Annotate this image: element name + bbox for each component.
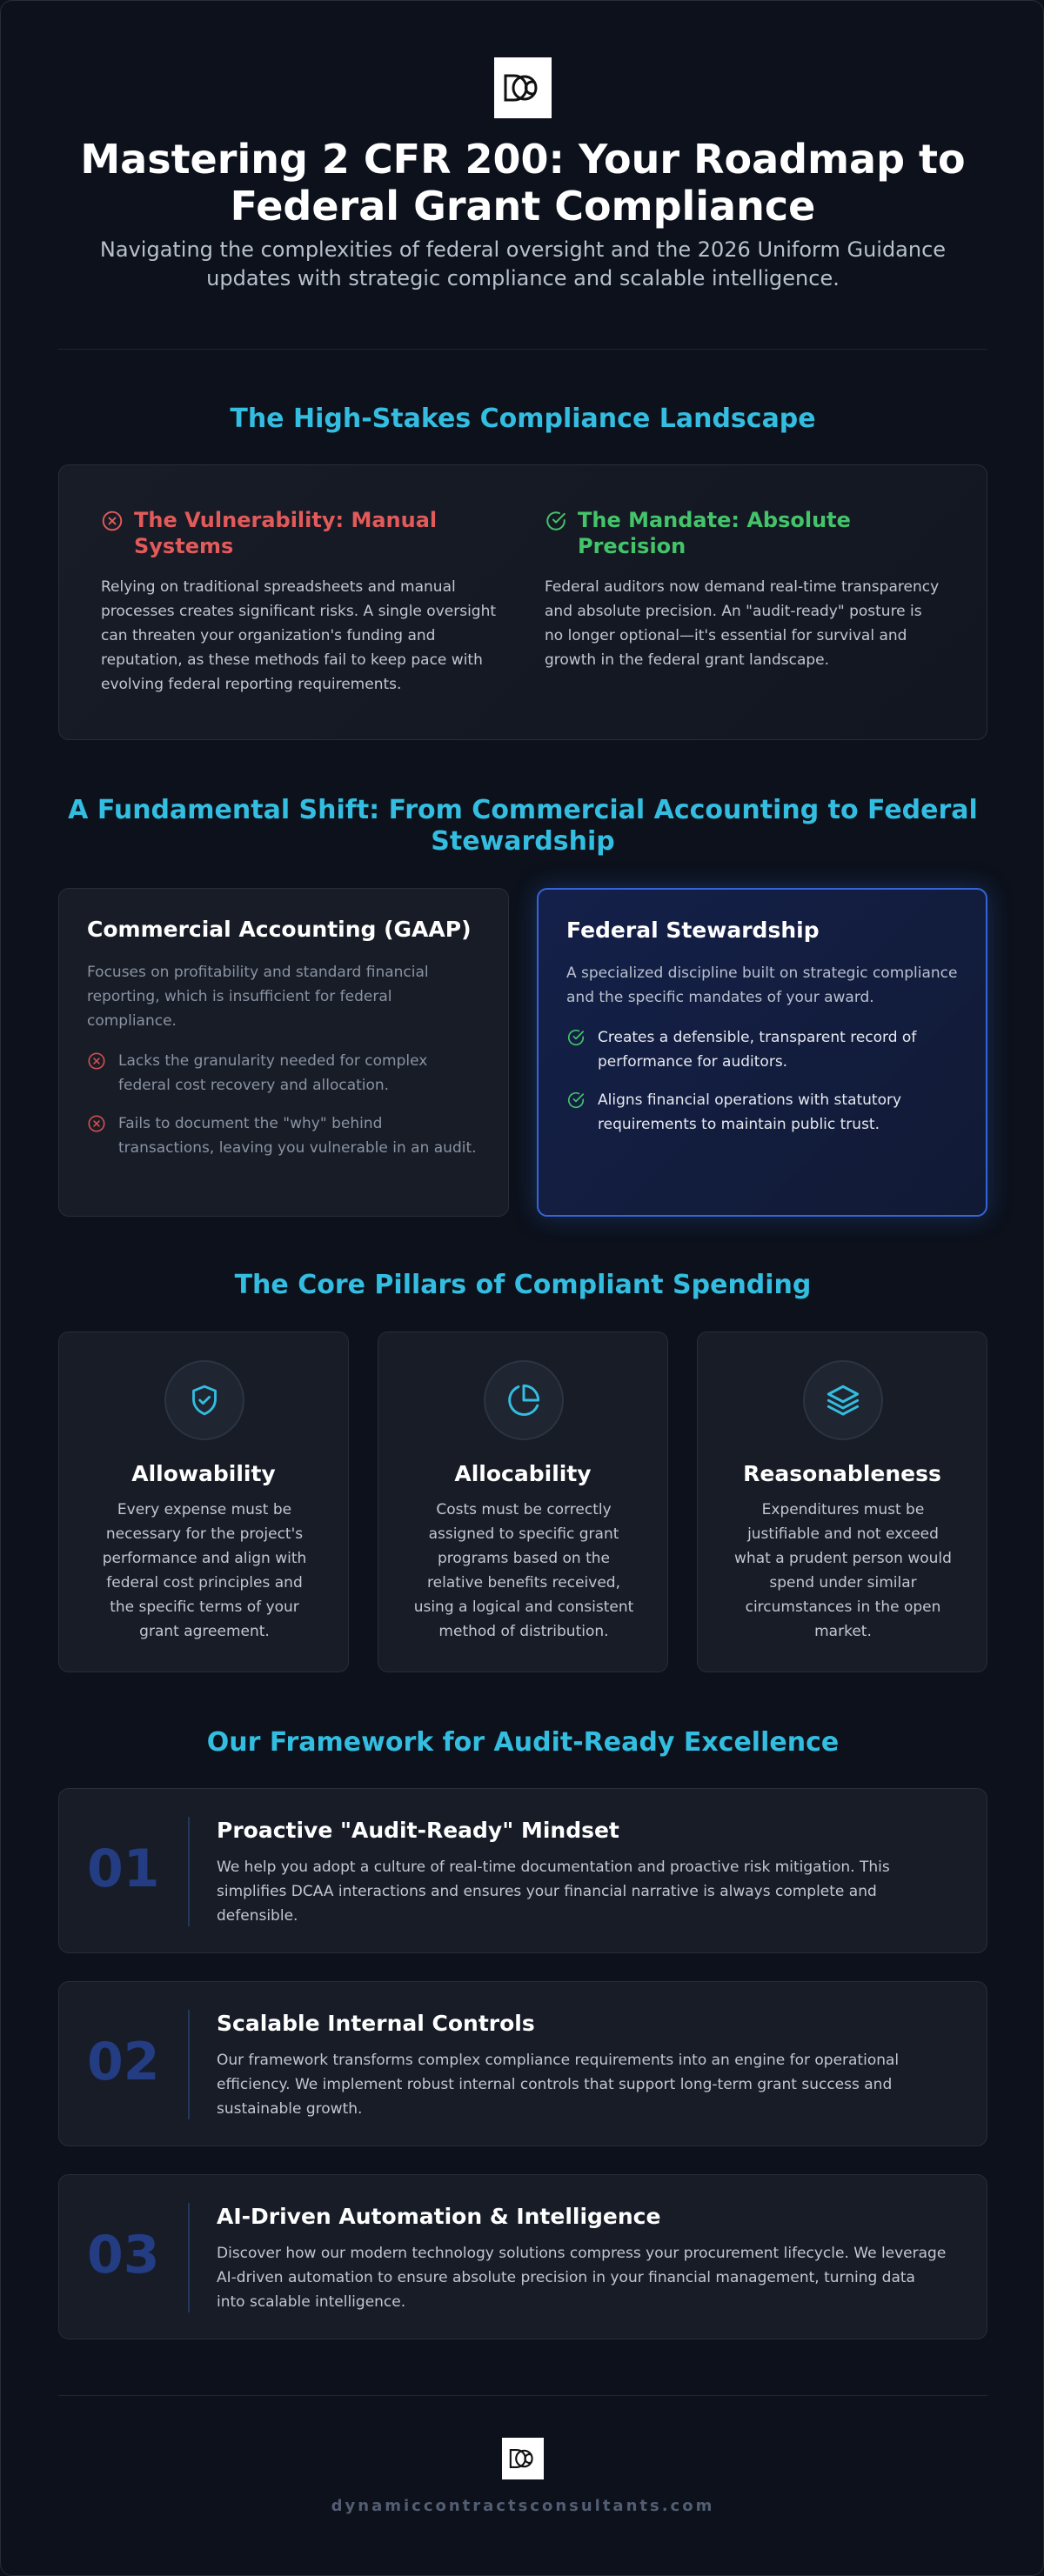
divider <box>58 2395 987 2396</box>
federal-item-text: Aligns financial operations with statutory requirements to maintain public trust. <box>598 1091 902 1133</box>
federal-item-text: Creates a defensible, transparent record of performance for auditors. <box>598 1029 917 1071</box>
footer-website-link[interactable]: dynamiccontractsconsultants.com <box>331 2497 715 2515</box>
pillar-description: Expenditures must be justifiable and not exceed what a prudent person would spend under similar circumstances in the open market. <box>734 1501 952 1640</box>
framework-step-number: 02 <box>87 2032 160 2092</box>
divider <box>188 2203 190 2312</box>
x-circle-icon <box>101 510 124 532</box>
divider <box>188 2010 190 2119</box>
pillar-description: Every expense must be necessary for the project's performance and align with federal cost principles and the specific terms of your grant agreement. <box>102 1501 307 1640</box>
layers-icon <box>825 1382 861 1418</box>
federal-title: Federal Stewardship <box>566 918 820 943</box>
gaap-title: Commercial Accounting (GAAP) <box>87 917 472 942</box>
section-title-landscape: The High-Stakes Compliance Landscape <box>230 404 816 434</box>
divider <box>58 349 987 350</box>
framework-card <box>58 1981 987 2146</box>
page-subtitle: Navigating the complexities of federal oversight and the 2026 Uniform Guidance updates with strategic compliance and scalable intelligence. <box>99 237 947 290</box>
pillar-icon-wrap <box>803 1360 883 1440</box>
x-circle-icon <box>87 1114 106 1133</box>
framework-card <box>58 2174 987 2339</box>
section-title-pillars: The Core Pillars of Compliant Spending <box>234 1270 812 1300</box>
vulnerability-title: The Vulnerability: Manual Systems <box>134 508 438 558</box>
mandate-title: The Mandate: Absolute Precision <box>578 508 851 558</box>
check-circle-icon <box>566 1091 586 1110</box>
pillar-title: Allowability <box>131 1461 276 1486</box>
page-title: Mastering 2 CFR 200: Your Roadmap to Federal Grant Compliance <box>80 136 966 230</box>
vulnerability-body: Relying on traditional spreadsheets and manual processes creates significant risks. A single oversight can threaten your organization's funding and reputation, as these methods fail to keep pace with evolving federal reporting requirements. <box>101 578 497 693</box>
pillar-title: Reasonableness <box>743 1461 941 1486</box>
check-circle-icon <box>566 1028 586 1047</box>
framework-step-title: Scalable Internal Controls <box>217 2011 535 2036</box>
pillar-title: Allocability <box>454 1461 592 1486</box>
x-circle-icon <box>87 1051 106 1071</box>
check-circle-icon <box>545 510 567 532</box>
gaap-item-text: Fails to document the "why" behind transactions, leaving you vulnerable in an audit. <box>118 1115 477 1157</box>
divider <box>188 1817 190 1926</box>
framework-card <box>58 1788 987 1953</box>
dcc-logo-icon <box>502 72 544 103</box>
framework-step-title: Proactive "Audit-Ready" Mindset <box>217 1818 619 1843</box>
federal-item <box>566 1025 958 1074</box>
section-title-shift: A Fundamental Shift: From Commercial Accounting to Federal Stewardship <box>68 795 978 857</box>
section-title-framework: Our Framework for Audit-Ready Excellence <box>206 1727 840 1758</box>
framework-step-title: AI-Driven Automation & Intelligence <box>217 2204 661 2229</box>
framework-step-description: Our framework transforms complex compliance requirements into an engine for operational efficiency. We implement robust internal controls that support long-term grant success and sustainable growth. <box>217 2052 900 2118</box>
framework-step-description: Discover how our modern technology solutions compress your procurement lifecycle. We leverage AI-driven automation to ensure absolute precision in your financial management, turning data into scalable intelligence. <box>217 2245 947 2311</box>
pillar-icon-wrap <box>484 1360 564 1440</box>
gaap-description: Focuses on profitability and standard financial reporting, which is insufficient for federal compliance. <box>87 964 429 1030</box>
footer-logo <box>502 2438 544 2479</box>
mandate-body: Federal auditors now demand real-time transparency and absolute precision. An "audit-ready" posture is no longer optional—it's essential for survival and growth in the federal grant landscape. <box>545 578 940 669</box>
federal-item <box>566 1088 958 1137</box>
gaap-item <box>87 1049 480 1098</box>
gaap-card <box>58 888 509 1217</box>
framework-step-number: 01 <box>87 1839 160 1899</box>
pillar-card-allowability <box>58 1331 349 1672</box>
vulnerability-column <box>101 507 501 697</box>
brand-logo <box>494 57 552 118</box>
shield-check-icon <box>187 1383 222 1418</box>
federal-description: A specialized discipline built on strategic compliance and the specific mandates of your award. <box>566 964 958 1006</box>
framework-step-number: 03 <box>87 2225 160 2286</box>
pillar-card-allocability <box>378 1331 668 1672</box>
framework-step-description: We help you adopt a culture of real-time documentation and proactive risk mitigation. This simplifies DCAA interactions and ensures your financial narrative is always complete and defensible. <box>217 1859 890 1925</box>
dcc-logo-icon <box>508 2447 538 2470</box>
gaap-item <box>87 1111 480 1160</box>
landscape-card <box>58 464 987 740</box>
pillar-card-reasonableness <box>697 1331 987 1672</box>
federal-stewardship-card <box>537 888 987 1217</box>
pillar-description: Costs must be correctly assigned to specific grant programs based on the relative benefits received, using a logical and consistent method of distribution. <box>413 1501 634 1640</box>
pillar-icon-wrap <box>164 1360 244 1440</box>
pie-chart-icon <box>505 1382 542 1418</box>
mandate-column <box>545 507 945 672</box>
gaap-item-text: Lacks the granularity needed for complex federal cost recovery and allocation. <box>118 1052 428 1094</box>
